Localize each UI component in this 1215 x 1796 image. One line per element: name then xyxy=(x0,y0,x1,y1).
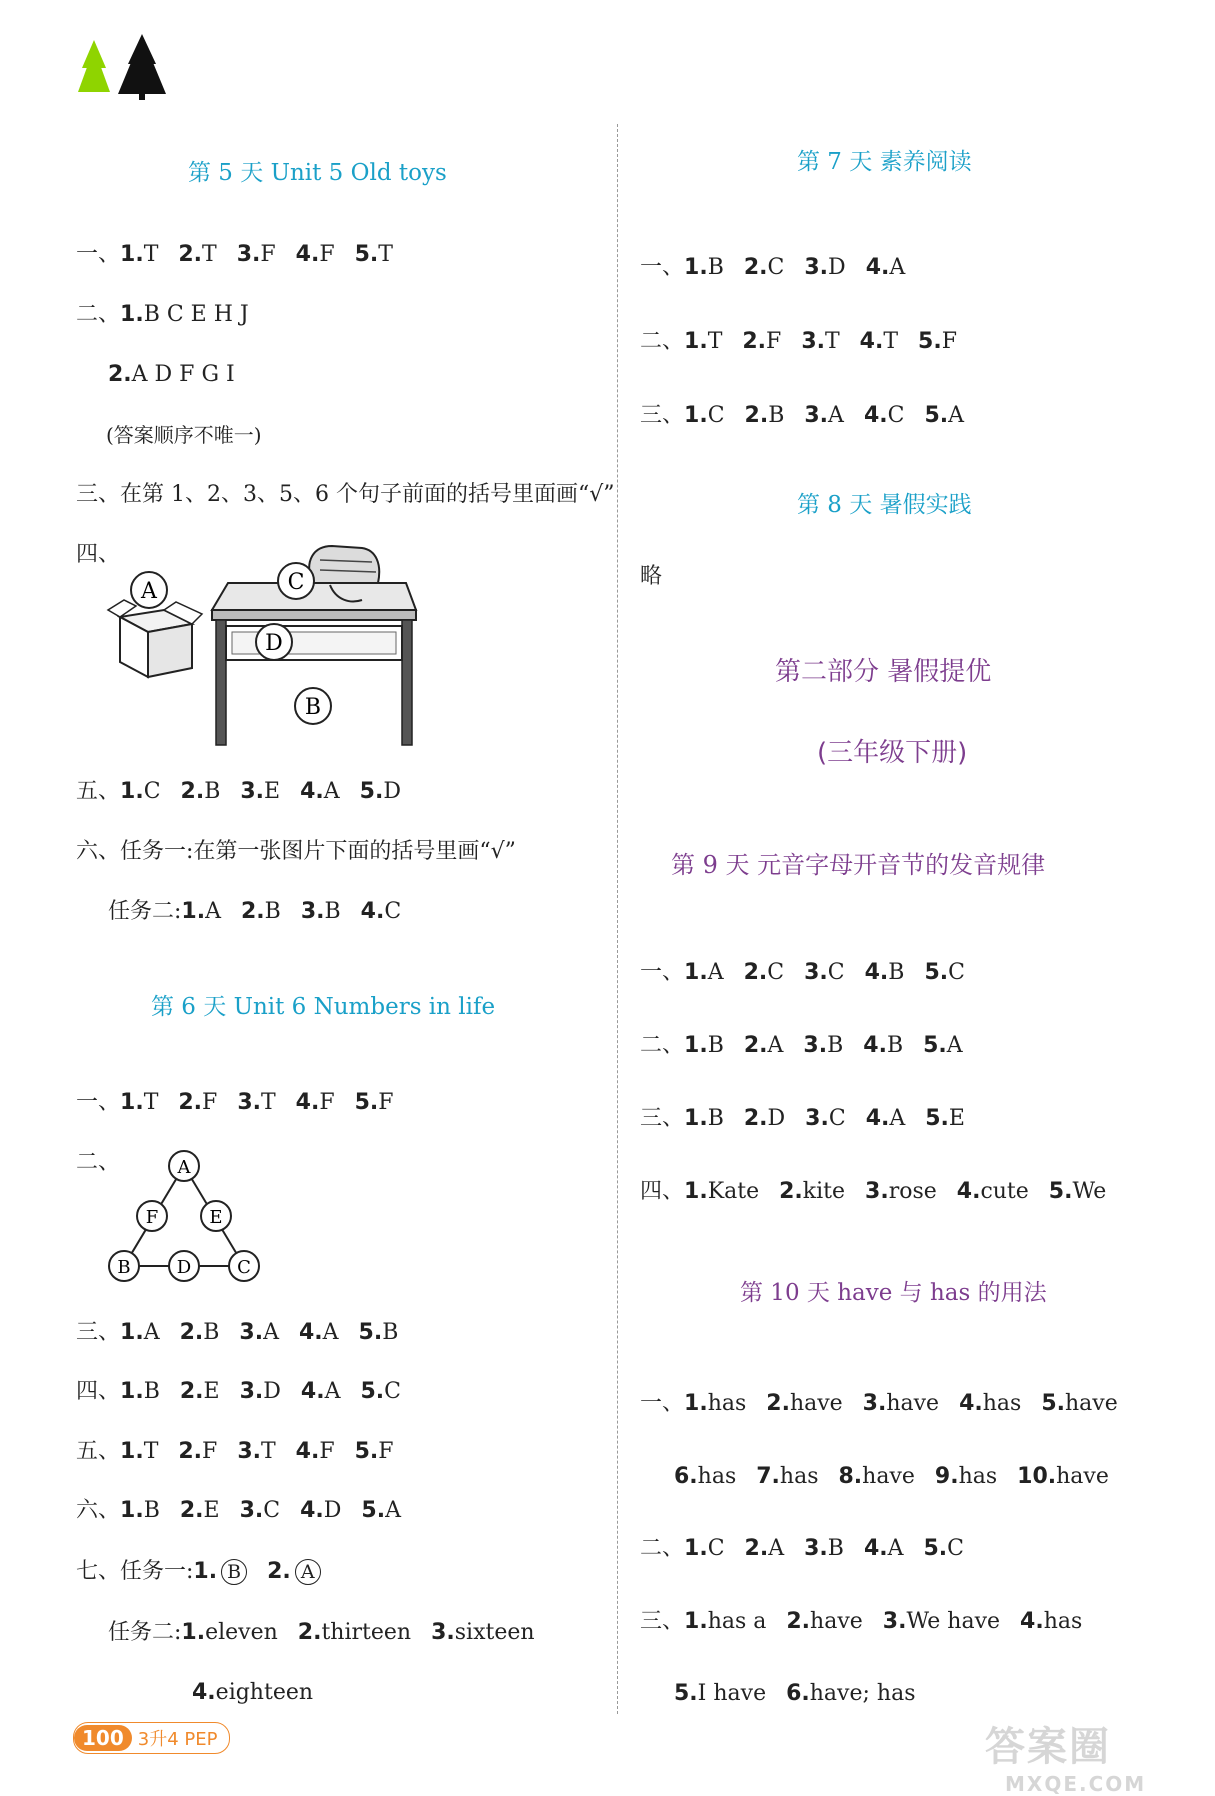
day10-q2: 二、1.C 2.A 3.B 4.A 5.C xyxy=(640,1536,965,1561)
day9-q3: 三、1.B 2.D 3.C 4.A 5.E xyxy=(640,1106,965,1131)
node-a xyxy=(169,1151,199,1181)
day7-q2: 二、1.T 2.F 3.T 4.T 5.F xyxy=(640,329,957,354)
column-divider xyxy=(617,124,618,1714)
day5-q2-line2: 2.A D F G I xyxy=(108,362,235,387)
day10-q3-line1: 三、1.has a 2.have 3.We have 4.has xyxy=(640,1609,1083,1634)
part2-subtitle: (三年级下册) xyxy=(817,738,968,768)
watermark: 答案圈 MXQE.COM xyxy=(985,1724,1147,1796)
svg-text:D: D xyxy=(176,1257,192,1278)
node-f xyxy=(137,1201,167,1231)
day6-q7-task1: 七、任务一:1. B 2. A xyxy=(76,1557,321,1587)
day6-q3: 三、1.A 2.B 3.A 4.A 5.B xyxy=(76,1320,399,1345)
trees-logo xyxy=(72,34,172,102)
day6-q6: 六、1.B 2.E 3.C 4.D 5.A xyxy=(76,1498,401,1523)
day5-q2-line1: 二、1.B C E H J xyxy=(76,302,249,327)
day7-q1: 一、1.B 2.C 3.D 4.A xyxy=(640,255,906,280)
day5-q6-task2: 任务二:1.A 2.B 3.B 4.C xyxy=(108,899,402,924)
svg-text:F: F xyxy=(145,1207,159,1228)
day6-q1: 一、1.T 2.F 3.T 4.F 5.F xyxy=(76,1090,394,1115)
svg-text:B: B xyxy=(117,1257,131,1278)
day6-q5: 五、1.T 2.F 3.T 4.F 5.F xyxy=(76,1439,394,1464)
day9-title: 第 9 天 元音字母开音节的发音规律 xyxy=(671,851,1046,879)
node-c xyxy=(229,1251,259,1281)
part2-title: 第二部分 暑假提优 xyxy=(775,657,992,687)
circled-answer-a: A xyxy=(295,1559,321,1585)
day5-q6-task1: 六、任务一:在第一张图片下面的括号里画“√” xyxy=(76,839,516,864)
day6-title: 第 6 天 Unit 6 Numbers in life xyxy=(151,994,496,1020)
day6-q7-task2-last: 4.eighteen xyxy=(192,1680,314,1705)
day6-q4: 四、1.B 2.E 3.D 4.A 5.C xyxy=(76,1379,401,1404)
day5-q5: 五、1.C 2.B 3.E 4.A 5.D xyxy=(76,779,401,804)
svg-text:A: A xyxy=(177,1157,191,1178)
day9-q2: 二、1.B 2.A 3.B 4.B 5.A xyxy=(640,1033,963,1058)
day6-q7-task2: 任务二:1.eleven 2.thirteen 3.sixteen xyxy=(108,1620,535,1645)
day9-q4: 四、1.Kate 2.kite 3.rose 4.cute 5.We xyxy=(640,1179,1107,1204)
node-e xyxy=(201,1201,231,1231)
day5-title: 第 5 天 Unit 5 Old toys xyxy=(188,160,447,186)
day7-title: 第 7 天 素养阅读 xyxy=(797,149,972,175)
grade-label: 3升4 PEP xyxy=(137,1729,218,1750)
triangle-diagram xyxy=(100,1148,270,1290)
svg-text:C: C xyxy=(237,1257,251,1278)
circled-answer-b: B xyxy=(221,1559,247,1585)
day6-q2-label: 二、 xyxy=(76,1150,121,1175)
mark-d: D xyxy=(265,631,283,656)
mark-a: A xyxy=(141,579,157,604)
svg-text:E: E xyxy=(209,1207,223,1228)
day5-q4-label: 四、 xyxy=(76,542,121,567)
page-badge xyxy=(73,1722,230,1754)
day10-q1-line2: 6.has 7.has 8.have 9.has 10.have xyxy=(674,1464,1109,1489)
day9-q1: 一、1.A 2.C 3.C 4.B 5.C xyxy=(640,960,965,985)
day5-q3: 三、在第 1、2、3、5、6 个句子前面的括号里面画“√” xyxy=(76,482,615,507)
node-b xyxy=(109,1251,139,1281)
day10-q1-line1: 一、1.has 2.have 3.have 4.has 5.have xyxy=(640,1391,1118,1416)
page-number: 100 xyxy=(74,1725,132,1751)
day8-title: 第 8 天 暑假实践 xyxy=(797,492,972,518)
day5-q1: 一、1.T 2.T 3.F 4.F 5.T xyxy=(76,242,393,267)
mark-b: B xyxy=(304,695,322,720)
day10-q3-line2: 5.I have 6.have; has xyxy=(674,1681,916,1706)
day7-q3: 三、1.C 2.B 3.A 4.C 5.A xyxy=(640,403,965,428)
node-d xyxy=(169,1251,199,1281)
day5-q2-note: (答案顺序不唯一) xyxy=(106,423,262,447)
day10-title: 第 10 天 have 与 has 的用法 xyxy=(740,1280,1047,1306)
day8-answer: 略 xyxy=(640,564,663,589)
mark-c: C xyxy=(287,570,305,595)
toys-illustration xyxy=(100,540,430,750)
